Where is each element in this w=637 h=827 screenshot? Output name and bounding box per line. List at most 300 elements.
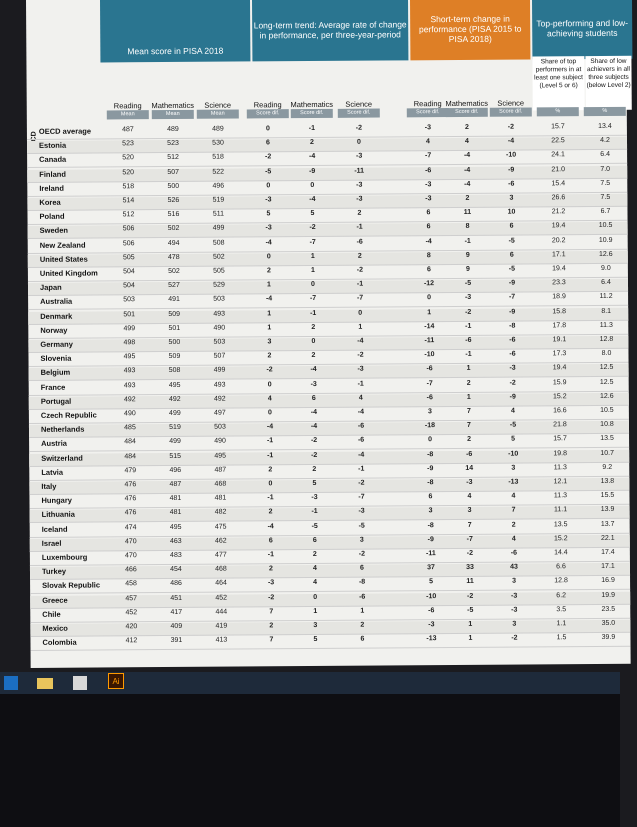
table-cell: 3 (509, 194, 514, 202)
table-cell: -4 (265, 238, 272, 246)
windows-start-icon[interactable] (4, 676, 18, 690)
table-cell: 462 (214, 537, 227, 545)
table-cell: -3 (311, 494, 318, 502)
table-cell: 1 (466, 365, 471, 373)
table-cell: 413 (215, 636, 228, 644)
country-name: New Zealand (39, 240, 86, 250)
table-cell: 7 (269, 636, 274, 644)
table-cell: 4 (465, 138, 469, 146)
unit-label: Mean (107, 110, 149, 119)
table-cell: 6 (426, 266, 431, 274)
table-cell: 494 (167, 239, 180, 247)
table-cell: 12.1 (553, 478, 568, 486)
table-cell: 1 (466, 393, 471, 401)
table-cell: -3 (509, 364, 516, 373)
unit-label: % (584, 107, 626, 116)
table-cell: 6 (312, 536, 317, 544)
table-cell: 13.7 (600, 520, 615, 528)
table-cell: -9 (427, 535, 434, 544)
table-cell: 526 (167, 196, 180, 205)
table-cell: 504 (123, 282, 135, 290)
table-cell: 0 (267, 380, 272, 388)
country-name: Israel (41, 538, 62, 548)
table-cell: -11 (424, 337, 435, 345)
table-cell: 458 (125, 580, 137, 588)
table-cell: -1 (357, 380, 364, 388)
table-cell: 0 (358, 309, 363, 317)
table-cell: -6 (356, 238, 363, 246)
table-cell: -4 (308, 153, 316, 161)
table-cell: -7 (466, 535, 473, 543)
table-cell: -8 (427, 479, 434, 487)
table-cell: 470 (125, 552, 137, 560)
table-cell: 499 (213, 367, 226, 375)
table-cell: 483 (170, 551, 182, 560)
table-cell: 12.8 (599, 335, 614, 344)
table-cell: -7 (309, 295, 317, 303)
table-cell: 514 (122, 197, 135, 205)
table-cell: 466 (125, 566, 137, 574)
table-cell: 17.4 (601, 548, 615, 556)
table-cell: -2 (310, 437, 318, 445)
table-cell: -11 (354, 167, 365, 175)
table-cell: -3 (310, 380, 317, 388)
table-cell: 4 (511, 535, 516, 543)
table-cell: 497 (214, 409, 226, 417)
table-cell: -5 (358, 522, 365, 530)
table-cell: 22.1 (600, 534, 615, 542)
table-cell: 15.8 (552, 307, 567, 315)
table-cell: 484 (124, 438, 136, 446)
table-cell: 12.6 (599, 392, 614, 400)
table-cell: 2 (467, 436, 472, 444)
table-cell: 499 (169, 438, 181, 446)
country-name: Netherlands (40, 424, 85, 435)
table-cell: -3 (466, 478, 473, 486)
table-cell: 1 (360, 607, 365, 615)
table-cell: 1 (468, 620, 473, 628)
table-cell: 518 (122, 183, 135, 191)
table-cell: 15.9 (552, 378, 567, 386)
table-cell: 3 (428, 507, 433, 515)
unit-label: Score dif. (338, 109, 380, 118)
table-cell: -1 (266, 437, 274, 445)
table-cell: -1 (308, 124, 316, 133)
table-cell: 508 (168, 367, 181, 375)
table-cell: -3 (511, 606, 518, 614)
table-cell: -9 (509, 393, 516, 401)
table-cell: 19.4 (552, 364, 567, 372)
table-cell: 26.6 (551, 194, 566, 202)
table-cell: 5 (313, 636, 318, 644)
table-cell: 0 (268, 480, 273, 488)
table-cell: -1 (465, 322, 472, 330)
table-cell: 2 (360, 621, 365, 629)
table-cell: 12.8 (554, 577, 568, 585)
table-cell: 468 (215, 565, 227, 573)
table-cell: 518 (212, 154, 224, 162)
table-cell: -13 (426, 635, 437, 643)
table-cell: 4.2 (600, 137, 610, 145)
table-cell: -5 (311, 522, 318, 530)
table-cell: 9.2 (602, 463, 613, 471)
header-share-top: Share of top performers in at least one subject (Level 5 or 6) (532, 56, 584, 110)
table-cell: 511 (212, 210, 225, 218)
table-cell: -5 (265, 167, 272, 175)
table-cell: 6 (359, 564, 364, 572)
table-cell: -6 (508, 180, 515, 188)
table-cell: 487 (169, 480, 182, 489)
table-cell: 505 (122, 254, 135, 262)
table-cell: 481 (169, 495, 182, 503)
table-cell: -2 (507, 123, 515, 131)
table-cell: -9 (509, 308, 516, 316)
table-cell: 444 (215, 608, 228, 616)
table-cell: -6 (465, 336, 472, 344)
table-cell: 37 (427, 564, 435, 572)
table-cell: 39.9 (601, 634, 616, 642)
table-cell: -3 (355, 153, 363, 161)
table-cell: 0 (266, 182, 271, 190)
table-cell: 15.5 (600, 492, 615, 500)
table-cell: 2 (465, 194, 470, 202)
table-cell: 17.1 (551, 251, 566, 259)
table-cell: -4 (310, 366, 317, 374)
table-cell: 409 (170, 622, 183, 631)
table-cell: -3 (424, 124, 432, 132)
table-cell: 2 (357, 209, 362, 217)
country-name: Turkey (41, 566, 67, 577)
country-name: Czech Republic (40, 410, 97, 420)
table-cell: 6 (311, 394, 316, 402)
table-cell: 6.4 (601, 279, 611, 287)
table-cell: 4 (358, 394, 363, 402)
country-name: Norway (40, 325, 68, 335)
table-cell: 35.0 (601, 619, 616, 627)
table-cell: 501 (123, 310, 136, 318)
table-cell: 498 (123, 339, 136, 347)
header-mean-score: Mean score in PISA 2018 (100, 0, 250, 62)
table-cell: -6 (357, 422, 365, 430)
table-cell: -3 (358, 508, 365, 516)
country-name: Denmark (40, 311, 73, 321)
table-cell: 1.1 (556, 620, 567, 628)
table-cell: 520 (122, 154, 134, 162)
table-cell: 17.3 (552, 350, 567, 358)
table-cell: 5 (310, 210, 315, 218)
table-cell: 5 (511, 435, 516, 444)
table-cell: -6 (510, 549, 518, 557)
table-cell: -4 (266, 423, 274, 431)
illustrator-icon[interactable]: Ai (108, 673, 124, 689)
table-cell: 502 (168, 267, 180, 276)
table-cell: 4 (426, 138, 430, 146)
header-short-term-change: Short-term change in performance (PISA 2015 to PISA 2018) (410, 0, 530, 60)
table-cell: 523 (122, 140, 134, 148)
table-cell: 14.4 (554, 549, 568, 557)
table-cell: 457 (125, 594, 138, 602)
unit-label: Score dif. (247, 109, 289, 118)
monitor-bezel (0, 694, 620, 827)
table-cell: -6 (466, 450, 473, 458)
country-name: Belgium (40, 368, 71, 378)
table-cell: 492 (213, 395, 226, 403)
table-cell: 23.5 (601, 605, 616, 613)
table-cell: 15.4 (551, 180, 566, 188)
table-cell: -4 (358, 451, 365, 459)
unit-label: Score dif. (407, 108, 449, 117)
table-cell: 2 (267, 352, 272, 360)
table-cell: 19.8 (553, 449, 568, 457)
country-name: Latvia (41, 467, 64, 477)
table-cell: 476 (124, 495, 137, 503)
table-cell: 6 (428, 493, 433, 501)
table-cell: 500 (167, 182, 180, 190)
folder-icon[interactable] (37, 678, 53, 689)
table-cell: 6.7 (600, 208, 611, 216)
table-cell: 6 (266, 139, 270, 147)
unit-label: Mean (152, 110, 194, 119)
table-cell: -9 (508, 166, 515, 174)
table-cell: 11.3 (599, 321, 613, 329)
table-cell: 5 (312, 479, 317, 488)
table-cell: -2 (511, 634, 518, 642)
table-cell: 4 (511, 492, 516, 500)
table-cell: -4 (265, 295, 273, 303)
taskbar (0, 672, 620, 694)
table-cell: -6 (509, 350, 516, 358)
table-cell: 493 (123, 367, 136, 375)
table-cell: 3 (359, 536, 364, 544)
table-cell: 15.2 (552, 393, 567, 401)
table-cell: 6 (268, 537, 273, 545)
country-name: Colombia (42, 637, 77, 648)
table-cell: 493 (213, 310, 226, 318)
table-cell: 487 (122, 126, 134, 134)
table-cell: 1 (310, 266, 315, 275)
table-cell: 499 (123, 325, 136, 333)
subject-header-science: Science (204, 100, 232, 110)
table-cell: 5 (266, 210, 271, 218)
table-cell: 7 (466, 407, 471, 415)
table-cell: 481 (169, 509, 182, 517)
table-cell: 2 (266, 267, 271, 275)
table-cell: 509 (168, 310, 181, 318)
table-cell: 6 (509, 222, 514, 231)
table-cell: -6 (509, 336, 516, 344)
table-cell: -1 (311, 508, 318, 516)
subject-header-mathematics: Mathematics (290, 99, 334, 110)
table-cell: 505 (213, 267, 225, 275)
table-cell: 7 (511, 506, 516, 515)
table-cell: -14 (424, 322, 435, 331)
table-cell: 11 (466, 578, 474, 586)
table-cell: -2 (311, 451, 318, 459)
country-name: Germany (40, 339, 73, 349)
table-cell: 489 (167, 125, 179, 134)
table-cell: 7 (467, 422, 471, 430)
table-cell: 13.5 (553, 520, 568, 528)
country-name: Japan (39, 282, 62, 293)
table-cell: 502 (167, 225, 180, 233)
table-cell: 19.4 (552, 265, 566, 273)
table-cell: -10 (508, 450, 519, 458)
table-cell: 3 (313, 621, 318, 630)
unit-label: Score dif. (291, 109, 333, 118)
table-cell: 1 (427, 308, 432, 316)
country-name: Korea (39, 197, 61, 207)
table-cell: 495 (123, 353, 136, 361)
table-cell: 417 (170, 608, 183, 616)
table-cell: 504 (123, 268, 135, 276)
country-name: Luxembourg (41, 552, 88, 562)
table-cell: -7 (508, 293, 516, 302)
table-cell: 474 (124, 523, 137, 531)
table-cell: 1 (310, 252, 315, 260)
table-cell: 503 (214, 423, 226, 431)
table-cell: 523 (167, 140, 179, 148)
table-cell: 1 (267, 309, 272, 317)
table-cell: -9 (508, 279, 516, 287)
table-cell: 6.2 (556, 591, 567, 599)
table-cell: 10.8 (600, 421, 614, 429)
country-name: Mexico (42, 623, 68, 633)
table-cell: -3 (356, 195, 363, 203)
table-cell: -3 (425, 195, 432, 203)
table-cell: 3 (267, 338, 272, 346)
country-name: Austria (41, 439, 67, 449)
printed-table-page (26, 0, 631, 668)
table-cell: 21.8 (553, 421, 567, 429)
table-cell: 19.9 (601, 591, 616, 599)
table-cell: 0 (265, 125, 270, 133)
table-cell: 495 (169, 523, 182, 531)
table-cell: -2 (356, 266, 364, 274)
table-cell: 6 (509, 251, 514, 259)
table-cell: 4 (467, 493, 472, 501)
table-cell: -2 (264, 153, 272, 161)
store-icon[interactable] (73, 676, 87, 690)
country-name: United Kingdom (39, 268, 98, 278)
table-cell: 6 (426, 223, 431, 231)
country-name: Finland (39, 169, 66, 179)
table-cell: 4 (312, 565, 317, 573)
table-cell: 2 (312, 465, 317, 473)
table-cell: 485 (124, 424, 136, 432)
table-cell: 495 (168, 381, 181, 389)
table-cell: 18.9 (552, 293, 566, 301)
table-cell: 22.5 (551, 137, 565, 145)
table-cell: 8 (426, 251, 431, 260)
table-cell: 7 (269, 608, 274, 616)
table-cell: 496 (169, 466, 182, 474)
table-cell: -2 (465, 308, 472, 316)
table-cell: 486 (170, 580, 182, 588)
table-cell: 515 (169, 452, 182, 460)
table-cell: -8 (427, 521, 434, 529)
table-cell: 3 (467, 507, 472, 515)
country-name: Estonia (38, 140, 67, 151)
table-cell: 17.1 (601, 563, 615, 571)
table-cell: 12.5 (599, 364, 614, 372)
table-cell: 490 (213, 324, 226, 332)
table-cell: 529 (213, 281, 225, 289)
table-cell: 0 (427, 294, 432, 302)
table-cell: 13.8 (600, 477, 615, 486)
table-cell: 2 (511, 521, 516, 529)
table-cell: 506 (122, 225, 135, 233)
table-cell: -6 (428, 606, 435, 615)
country-name: Switzerland (41, 453, 83, 463)
country-name: Poland (39, 211, 65, 222)
table-cell: -2 (355, 124, 363, 132)
table-cell: 15.7 (553, 435, 567, 443)
table-cell: 503 (213, 296, 225, 304)
table-cell: -6 (426, 365, 433, 373)
table-cell: 527 (168, 282, 180, 290)
subject-header-reading: Reading (113, 101, 142, 111)
unit-label: Mean (197, 110, 239, 119)
country-name: Canada (39, 155, 67, 165)
table-cell: 1 (313, 607, 318, 615)
table-cell: 15.2 (553, 535, 568, 543)
table-cell: 2 (269, 565, 273, 573)
table-cell: 478 (167, 253, 180, 261)
table-cell: -5 (464, 280, 472, 288)
table-cell: 2 (310, 139, 314, 147)
country-name: Lithuania (41, 510, 75, 520)
table-cell: 8.0 (601, 350, 612, 358)
table-cell: 2 (268, 508, 273, 516)
table-cell: 2 (311, 352, 316, 360)
table-cell: 516 (167, 211, 180, 219)
table-cell: 17.8 (552, 322, 567, 330)
unit-label: Score dif. (446, 108, 488, 117)
table-cell: 1 (267, 324, 272, 332)
table-cell: 499 (212, 225, 225, 233)
table-cell: 512 (167, 154, 179, 162)
table-cell: -4 (310, 423, 318, 431)
header-long-term-trend: Long-term trend: Average rate of change in performance, per three-year-period (252, 0, 408, 61)
table-cell: 23.3 (552, 279, 566, 287)
table-cell: 3 (511, 464, 516, 472)
table-cell: 391 (170, 637, 183, 645)
table-cell: -3 (357, 366, 364, 374)
table-cell: -10 (424, 351, 435, 359)
table-cell: 500 (168, 338, 181, 347)
table-cell: -7 (358, 493, 365, 501)
table-cell: -4 (507, 137, 515, 145)
table-cell: 21.0 (551, 165, 566, 173)
table-cell: -1 (356, 224, 363, 232)
table-cell: 8 (465, 223, 470, 231)
table-cell: -4 (310, 408, 318, 417)
table-cell: -1 (464, 237, 471, 245)
unit-label: % (537, 107, 579, 116)
table-cell: -1 (310, 309, 317, 317)
table-cell: -3 (464, 294, 472, 302)
table-cell: -3 (425, 180, 432, 189)
table-cell: -4 (309, 195, 316, 204)
country-name: Slovak Republic (42, 580, 101, 591)
table-cell: -4 (425, 237, 432, 245)
table-cell: 10.7 (600, 449, 615, 457)
table-cell: 522 (212, 168, 225, 176)
table-cell: 43 (510, 563, 518, 571)
table-cell: 1 (267, 281, 271, 289)
table-cell: -5 (509, 421, 517, 429)
table-cell: 530 (212, 139, 224, 147)
